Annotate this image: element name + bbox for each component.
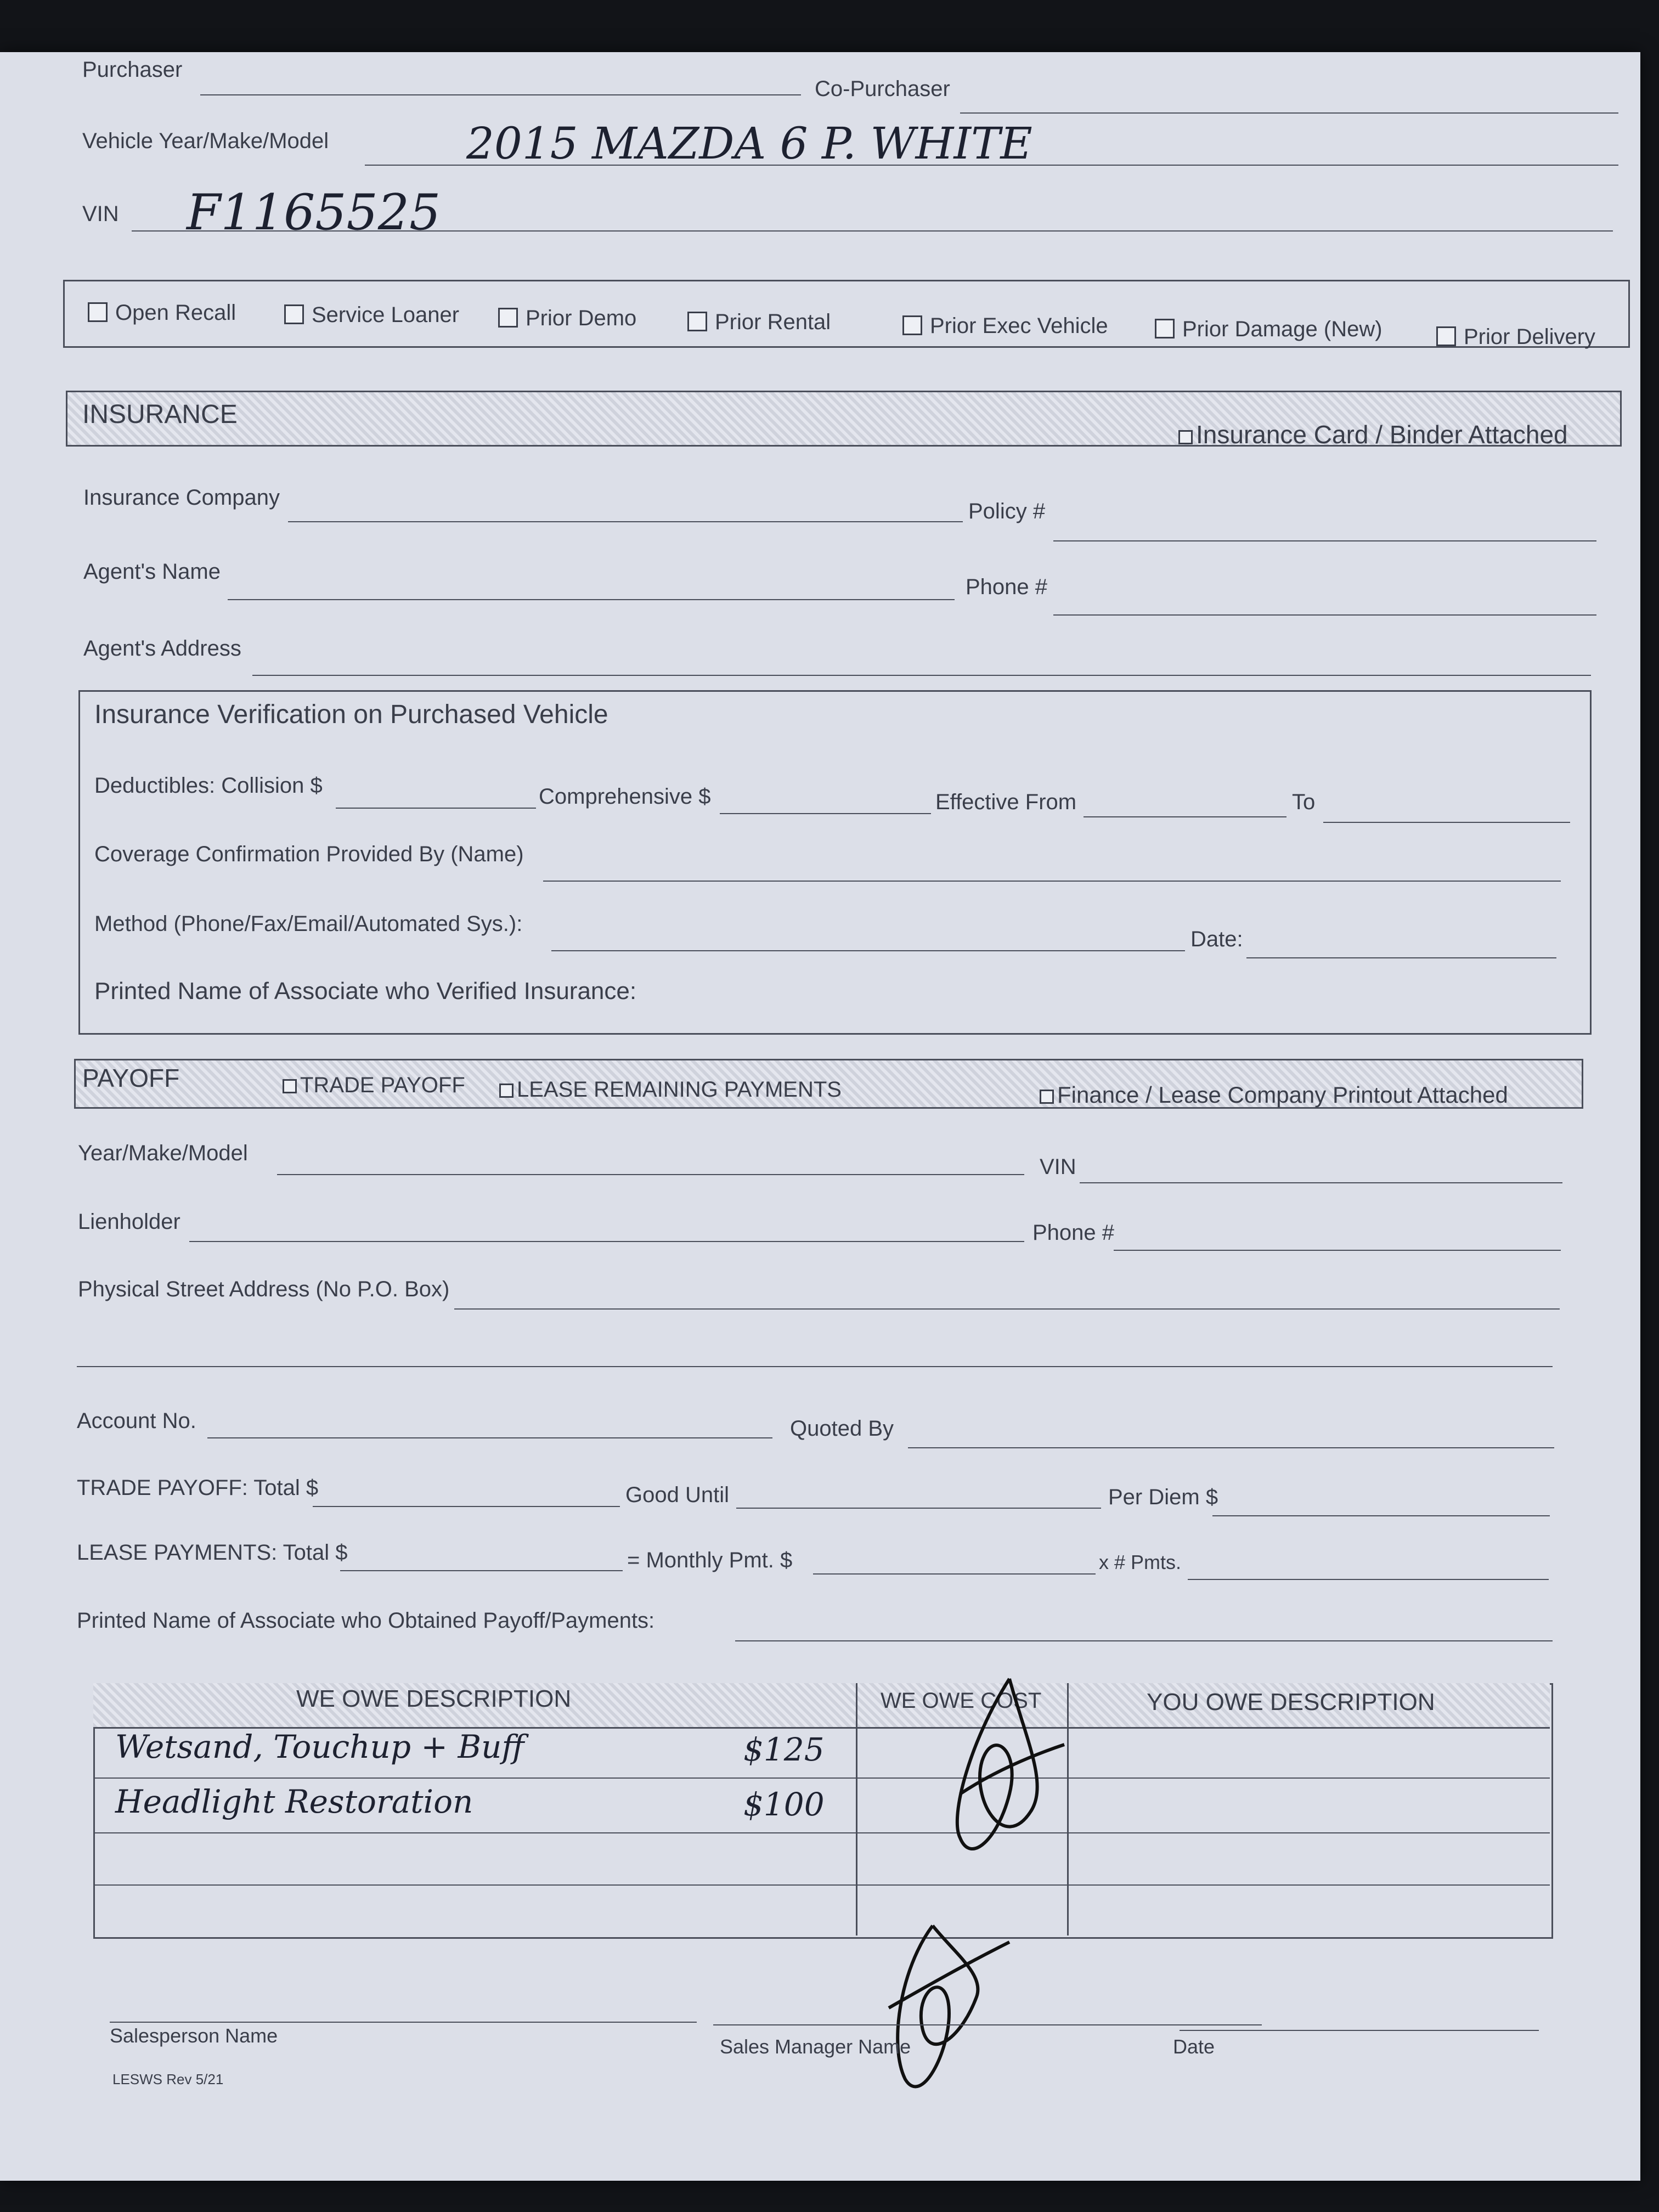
checkbox-label: TRADE PAYOFF [300,1073,465,1097]
good-until-line [736,1508,1101,1509]
checkbox-printout-attached[interactable] [1040,1082,1508,1108]
method-line [551,950,1185,951]
checkbox-label: Prior Exec Vehicle [930,314,1108,338]
policy-line [1053,540,1596,541]
checkbox-label: Service Loaner [312,303,460,327]
checkbox-square-icon [1040,1090,1054,1104]
verification-date-label: Date: [1190,927,1243,951]
checkbox-label: Open Recall [115,301,236,325]
quoted-by-line [908,1447,1554,1448]
policy-label: Policy # [968,499,1046,523]
salesperson-label: Salesperson Name [110,2024,278,2047]
quoted-by-label: Quoted By [790,1417,894,1441]
pmts-label: x # Pmts. [1099,1551,1182,1573]
salesperson-line [110,2022,697,2023]
manager-line [713,2024,1262,2025]
checkbox-prior-rental[interactable] [687,310,831,335]
effective-from-label: Effective From [935,790,1077,814]
initials-signature [927,1673,1070,1871]
checkbox-open-recall[interactable] [88,301,236,325]
per-diem-line [1212,1515,1550,1516]
checkbox-square-icon [1436,326,1456,346]
confirmation-label: Coverage Confirmation Provided By (Name) [94,842,524,866]
lienholder-line [189,1241,1024,1242]
table-row-line [93,1778,1550,1779]
owe-table-divider-1 [856,1683,857,1936]
table-row-line [93,1884,1550,1886]
we-owe-description-header: WE OWE DESCRIPTION [296,1685,572,1712]
agent-name-line [228,599,955,600]
confirmation-line [543,881,1561,882]
payoff-ymm-line [277,1174,1024,1175]
table-row-amount: $125 [743,1731,825,1768]
lease-total-label: LEASE PAYMENTS: Total $ [77,1541,348,1565]
agent-address-line [252,675,1591,676]
payoff-title: PAYOFF [82,1064,180,1092]
street-address-line-2 [77,1366,1553,1367]
purchaser-line [200,94,801,95]
date-line [1180,2030,1539,2031]
manager-signature [867,1920,1009,2096]
checkbox-label: Prior Rental [715,310,831,334]
verification-date-line [1246,957,1556,958]
trade-total-line [313,1506,620,1507]
lease-total-line [340,1570,623,1571]
lienholder-label: Lienholder [78,1210,180,1234]
collision-line [336,808,536,809]
checkbox-label: Prior Demo [526,306,637,330]
manager-label: Sales Manager Name [720,2035,911,2058]
agent-phone-label: Phone # [966,575,1048,599]
checkbox-square-icon [1155,319,1175,338]
effective-from-line [1084,816,1286,817]
we-owe-cost-header: WE OWE COST [881,1689,1042,1713]
vehicle-value: 2015 MAZDA 6 P. WHITE [466,118,1032,169]
trade-total-label: TRADE PAYOFF: Total $ [77,1476,319,1500]
checkbox-square-icon [88,302,108,322]
checkbox-trade-payoff[interactable] [283,1073,465,1098]
co-purchaser-line [960,112,1618,114]
payoff-vin-label: VIN [1040,1155,1076,1179]
checkbox-service-loaner[interactable] [284,303,459,328]
method-label: Method (Phone/Fax/Email/Automated Sys.): [94,912,523,936]
checkbox-square-icon [498,308,518,328]
checkbox-prior-demo[interactable] [498,306,636,331]
account-label: Account No. [77,1409,196,1433]
checkbox-label: LEASE REMAINING PAYMENTS [517,1077,842,1102]
revision-label: LESWS Rev 5/21 [112,2071,224,2087]
street-address-label: Physical Street Address (No P.O. Box) [78,1277,450,1301]
insurance-company-label: Insurance Company [83,486,280,510]
checkbox-lease-remaining[interactable] [499,1077,842,1102]
payoff-vin-line [1080,1182,1562,1183]
good-until-label: Good Until [625,1483,729,1507]
verification-title: Insurance Verification on Purchased Vehicle [94,700,608,729]
checkbox-prior-delivery[interactable] [1436,325,1595,349]
lienholder-phone-line [1114,1250,1561,1251]
checkbox-prior-damage[interactable] [1155,317,1383,342]
table-row-description: Headlight Restoration [115,1783,473,1820]
agent-address-label: Agent's Address [83,636,241,661]
checkbox-prior-exec-vehicle[interactable] [902,314,1108,338]
per-diem-label: Per Diem $ [1108,1485,1218,1509]
verification-associate-label: Printed Name of Associate who Verified Insurance: [94,978,637,1005]
payoff-ymm-label: Year/Make/Model [78,1141,248,1165]
insurance-title: INSURANCE [82,400,238,429]
deductibles-label: Deductibles: Collision $ [94,774,323,798]
to-label: To [1292,790,1316,814]
insurance-company-line [288,521,963,522]
payoff-associate-label: Printed Name of Associate who Obtained Payoff/Payments: [77,1609,655,1633]
to-line [1323,822,1570,823]
checkbox-square-icon [499,1084,514,1098]
vehicle-label: Vehicle Year/Make/Model [82,129,329,153]
monthly-label: = Monthly Pmt. $ [627,1548,793,1572]
checkbox-square-icon [1178,430,1193,444]
footer-date-label: Date [1173,2035,1215,2058]
table-row-description: Wetsand, Touchup + Buff [115,1728,524,1765]
purchaser-label: Purchaser [82,58,183,82]
vin-label: VIN [82,202,119,226]
monthly-line [813,1573,1096,1575]
table-row-amount: $100 [743,1786,825,1823]
checkbox-square-icon [283,1079,297,1093]
checkbox-label: Prior Damage (New) [1182,317,1383,341]
checkbox-insurance-card[interactable] [1178,420,1568,449]
payoff-associate-line [735,1640,1553,1641]
agent-name-label: Agent's Name [83,560,221,584]
comprehensive-line [720,813,931,814]
you-owe-description-header: YOU OWE DESCRIPTION [1147,1689,1435,1716]
checkbox-label: Prior Delivery [1464,325,1596,349]
pmts-line [1188,1579,1549,1580]
checkbox-label: Finance / Lease Company Printout Attached [1057,1082,1508,1108]
checkbox-square-icon [284,304,304,324]
account-line [207,1437,772,1438]
checkbox-square-icon [687,312,707,331]
checkbox-label: Insurance Card / Binder Attached [1196,420,1568,449]
street-address-line [454,1308,1560,1310]
lienholder-phone-label: Phone # [1032,1221,1115,1245]
agent-phone-line [1053,614,1596,616]
vin-value: F1165525 [187,184,441,241]
comprehensive-label: Comprehensive $ [539,785,711,809]
co-purchaser-label: Co-Purchaser [815,77,950,101]
table-row-line [93,1832,1550,1833]
checkbox-square-icon [902,315,922,335]
